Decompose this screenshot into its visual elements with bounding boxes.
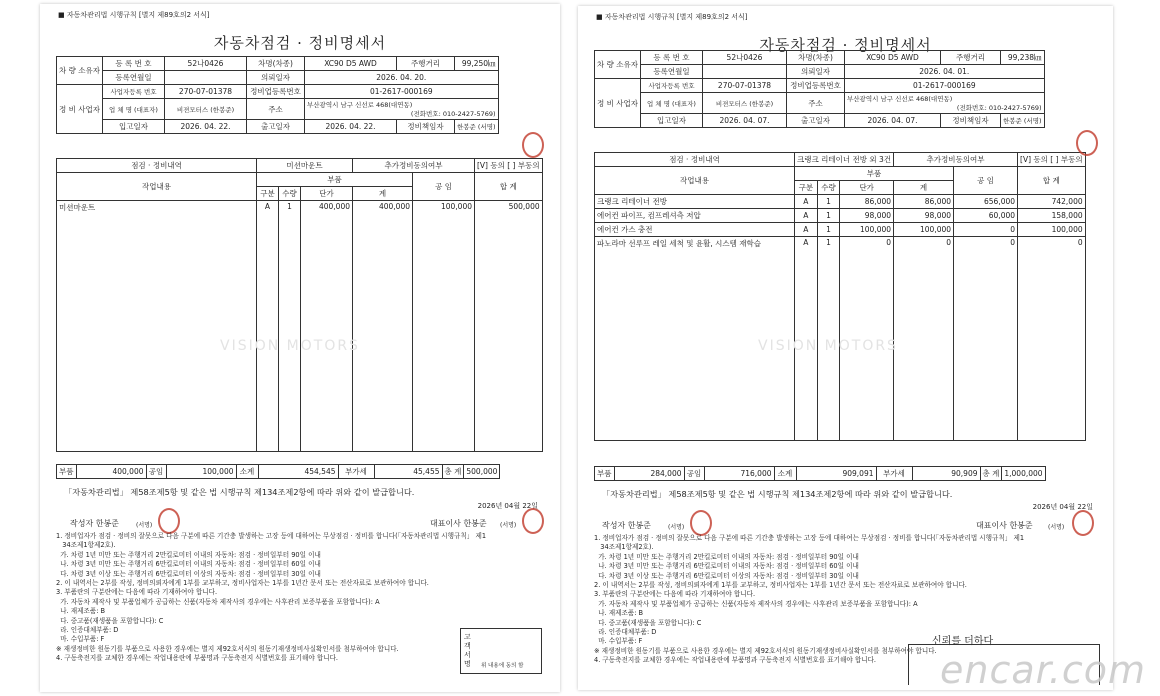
in-date-label: 입고일자 xyxy=(103,120,165,134)
col-unit-header: 단가 xyxy=(840,181,894,195)
note-line: ※ 재생정비한 원동기를 부품으로 사용한 경우에는 별지 제92호서식의 원동기재생정비사실확인서를 첨부하여야 합니다. xyxy=(56,644,399,653)
note-line: 가. 차령 1년 미만 또는 주행거리 2만킬로미터 이내의 자동차: 점검 · 정비일부터 90일 이내 xyxy=(56,550,321,559)
row-sum: 100,000 xyxy=(894,223,954,237)
tot-total-label: 총 계 xyxy=(980,467,1002,481)
col-total-header: 합 계 xyxy=(1018,167,1086,195)
row-work: 에어컨 파이프, 컴프레셔측 저압 xyxy=(595,209,795,223)
ceo-sign-label: (서명) xyxy=(1048,524,1065,531)
address-text: 부산광역시 남구 신선로 468(대연동) xyxy=(847,95,953,103)
writer-name: 작성자 한봉준 xyxy=(602,521,651,530)
consent-no: [ ] 부동의 xyxy=(1050,155,1083,164)
reg-date-label: 등록연월일 xyxy=(641,65,703,79)
trust-slogan: 신뢰를 더하다 xyxy=(932,636,994,647)
row-total: 158,000 xyxy=(1018,209,1086,223)
request-date-label: 의뢰일자 xyxy=(787,65,845,79)
note-line: 1. 정비업자가 점검 · 정비의 잘못으로 다음 구분에 따른 기간충 발생하는 고장 등에 대하여는 무상점검 · 정비를 합니다(「자동차관리법 시행규칙」 제1 xyxy=(594,534,1025,542)
table-row xyxy=(57,201,543,452)
manager-value xyxy=(1001,114,1045,128)
ceo-name: 대표이사 한봉준 xyxy=(430,519,487,528)
tot-parts-label: 부품 xyxy=(595,467,615,481)
issue-date: 2026년 04월 22일 xyxy=(1032,503,1093,511)
ceo-name: 대표이사 한봉준 xyxy=(976,521,1033,530)
tot-sub-value: 909,091 xyxy=(796,467,876,481)
row-unit: 0 xyxy=(840,237,894,441)
note-line: ※ 재생정비한 원동기를 부품으로 사용한 경우에는 별지 제92호서식의 원동기재생정비사실확인서를 첨부하여야 합니다. xyxy=(594,646,937,655)
law-statement: 「자동차관리법」 제58조제5항 및 같은 법 시행규칙 제134조제2항에 따라 위와 같이 발급합니다. xyxy=(602,489,953,499)
ceo-sign-label: (서명) xyxy=(500,522,517,529)
mileage-label: 주행거리 xyxy=(941,51,1001,65)
consent-yes: [V] 동의 xyxy=(1020,155,1048,164)
note-line: 마. 수입부품: F xyxy=(56,635,105,644)
col-parts-header: 부품 xyxy=(257,173,413,187)
col-labor-header: 공 임 xyxy=(413,173,475,201)
shop-reg-value: 01-2617-000169 xyxy=(305,85,499,99)
reg-no-label: 등 록 번 호 xyxy=(103,57,165,71)
col-type-header: 구분 xyxy=(795,181,818,195)
note-line: 라. 인증대체부품: D xyxy=(594,628,657,637)
tot-parts-value: 400,000 xyxy=(76,465,146,479)
row-qty: 1 xyxy=(817,209,840,223)
col-work-header: 작업내용 xyxy=(57,173,257,201)
col-sum-header: 계 xyxy=(353,187,413,201)
company-value: 비젼모터스 (한봉준) xyxy=(165,99,247,120)
owner-label: 차 량 소유자 xyxy=(57,57,103,85)
col-labor-header: 공 임 xyxy=(954,167,1018,195)
note-line: 마. 수입부품: F xyxy=(594,637,643,646)
note-line: 다. 중고품(재생품을 포함합니다): C xyxy=(56,616,164,625)
address-text: 부산광역시 남구 신선로 468(대연동) xyxy=(307,101,413,109)
shop-watermark: VISION MOTORS xyxy=(758,338,898,354)
tot-vat-value: 90,909 xyxy=(912,467,980,481)
inspection-document-right xyxy=(578,6,1113,690)
tot-labor-value: 716,000 xyxy=(704,467,774,481)
note-line: 다. 차령 3년 이상 또는 주행거리 6만킬로미터 이상의 자동차: 점검 · 정비일부터 30일 이내 xyxy=(56,569,321,578)
model-value: XC90 D5 AWD xyxy=(305,57,397,71)
row-work: 크랭크 리테이너 전방 xyxy=(595,195,795,209)
address-value xyxy=(305,99,499,120)
row-type: A xyxy=(795,237,818,441)
table-row xyxy=(595,209,1086,223)
note-line: 다. 차령 3년 이상 또는 주행거리 6만킬로미터 이상의 자동차: 점검 · 정비일부터 30일 이내 xyxy=(594,571,859,580)
manager-name: 한봉준 xyxy=(1003,117,1022,125)
note-line: 3. 부품란의 구분란에는 다음에 따라 기재하여야 합니다. xyxy=(594,590,756,599)
reg-no-value: 52나0426 xyxy=(165,57,247,71)
model-label: 차명(차종) xyxy=(787,51,845,65)
tot-parts-label: 부품 xyxy=(57,465,77,479)
note-line: 4. 구동축전지를 교체한 경우에는 작업내용란에 부품명과 구동축전지 식별번호를 표기해야 합니다. xyxy=(56,654,339,663)
company-value: 비젼모터스 (한봉준) xyxy=(703,93,787,114)
writer-name: 작성자 한봉준 xyxy=(70,519,119,528)
note-line: 나. 차령 3년 미만 또는 주행거리 6만킬로미터 이내의 자동차: 점검 · 정비일부터 60일 이내 xyxy=(594,562,859,571)
ceo-seal xyxy=(1072,510,1094,536)
note-line: 다. 중고품(재생품을 포함합니다): C xyxy=(594,618,702,627)
row-work: 파노라마 선루프 레일 세척 및 윤활, 시스템 재학습 xyxy=(595,237,795,441)
form-reference: ■ 자동차관리법 시행규칙 [별지 제89호의2 서식] xyxy=(596,13,748,21)
row-qty: 1 xyxy=(817,223,840,237)
note-line: 가. 차령 1년 미만 또는 주행거리 2만킬로미터 이내의 자동차: 점검 · 정비일부터 90일 이내 xyxy=(594,552,859,561)
address-label: 주소 xyxy=(247,99,305,120)
out-date-label: 출고일자 xyxy=(787,114,845,128)
totals-table xyxy=(56,464,500,479)
col-total-header: 합 계 xyxy=(475,173,543,201)
col-work-header: 작업내용 xyxy=(595,167,795,195)
owner-label: 차 량 소유자 xyxy=(595,51,641,79)
note-line: 나. 재제조품: B xyxy=(56,607,106,616)
tot-total-value: 1,000,000 xyxy=(1002,467,1045,481)
row-sum: 0 xyxy=(894,237,954,441)
tot-vat-label: 부가세 xyxy=(876,467,912,481)
model-value: XC90 D5 AWD xyxy=(845,51,941,65)
tot-total-value: 500,000 xyxy=(464,465,500,479)
tot-labor-label: 공임 xyxy=(684,467,704,481)
row-labor: 656,000 xyxy=(954,195,1018,209)
model-label: 차명(차종) xyxy=(247,57,305,71)
note-line: 2. 이 내역서는 2부를 작성, 정비의뢰자에게 1부를 교부하고, 정비사업자는 1부를 1년간 문서 또는 전산자료로 보관하여야 합니다. xyxy=(56,579,429,588)
manager-seal xyxy=(1076,130,1098,156)
consent-options xyxy=(475,159,543,173)
note-line: 라. 인증대체부품: D xyxy=(56,626,119,635)
row-labor: 0 xyxy=(954,237,1018,441)
note-line: 3. 부품란의 구분란에는 다음에 따라 기재하여야 합니다. xyxy=(56,588,218,597)
row-work: 미션마운트 xyxy=(57,201,257,452)
tot-labor-value: 100,000 xyxy=(166,465,236,479)
tot-parts-value: 284,000 xyxy=(614,467,684,481)
col-qty-header: 수량 xyxy=(279,187,301,201)
row-type: A xyxy=(795,209,818,223)
note-line: 가. 자동차 제작사 및 부품업체가 공급하는 신품(자동차 제작사의 경우에는 사후관리 보증부품을 포함합니다): A xyxy=(594,599,918,608)
row-unit: 86,000 xyxy=(840,195,894,209)
consent-yes: [V] 동의 xyxy=(477,161,505,170)
consent-no: [ ] 부동의 xyxy=(507,161,540,170)
row-qty: 1 xyxy=(279,201,301,452)
shop-reg-value: 01-2617-000169 xyxy=(845,79,1045,93)
row-unit: 98,000 xyxy=(840,209,894,223)
manager-seal xyxy=(522,132,544,158)
row-qty: 1 xyxy=(817,195,840,209)
shop-reg-label: 정비업등록번호 xyxy=(787,79,845,93)
row-labor: 0 xyxy=(954,223,1018,237)
request-date-value: 2026. 04. 20. xyxy=(305,71,499,85)
mileage-value: 99,238㎞ xyxy=(1001,51,1045,65)
row-work: 에어컨 가스 충전 xyxy=(595,223,795,237)
manager-label: 정비책임자 xyxy=(397,120,455,134)
reg-date-label: 등록연월일 xyxy=(103,71,165,85)
row-labor: 100,000 xyxy=(413,201,475,452)
col-qty-header: 수량 xyxy=(817,181,840,195)
vehicle-info-table xyxy=(594,50,1045,128)
row-sum: 98,000 xyxy=(894,209,954,223)
note-line: 나. 재제조품: B xyxy=(594,609,644,618)
writer-seal xyxy=(158,508,180,534)
biz-reg-value: 270-07-01378 xyxy=(703,79,787,93)
vehicle-info-table xyxy=(56,56,499,134)
address-value xyxy=(845,93,1045,114)
document-title: 자동차점검 · 정비명세서 xyxy=(213,34,387,52)
shop-label: 정 비 사업자 xyxy=(57,85,103,134)
out-date-value: 2026. 04. 07. xyxy=(845,114,941,128)
row-total: 100,000 xyxy=(1018,223,1086,237)
law-statement: 「자동차관리법」 제58조제5항 및 같은 법 시행규칙 제134조제2항에 따라 위와 같이 발급합니다. xyxy=(64,487,415,497)
table-row xyxy=(595,223,1086,237)
row-total: 0 xyxy=(1018,237,1086,441)
col-parts-header: 부품 xyxy=(795,167,954,181)
reg-no-value: 52나0426 xyxy=(703,51,787,65)
row-total: 500,000 xyxy=(475,201,543,452)
manager-sign: (서명) xyxy=(477,123,496,131)
document-title: 자동차점검 · 정비명세서 xyxy=(759,36,932,54)
note-line: 1. 정비업자가 점검 · 정비의 잘못으로 다음 구분에 따른 기간충 발생하는 고장 등에 대하여는 무상점검 · 정비를 합니다(「자동차관리법 시행규칙」 제1 xyxy=(56,532,487,540)
tot-total-label: 총 계 xyxy=(442,465,464,479)
consent-label: 추가정비동의여부 xyxy=(353,159,475,173)
work-table xyxy=(56,158,543,452)
note-line: 2. 이 내역서는 2부를 작성, 정비의뢰자에게 1부를 교부하고, 정비사업자는 1부를 1년간 문서 또는 전산자료로 보관하여야 합니다. xyxy=(594,581,967,590)
row-total: 742,000 xyxy=(1018,195,1086,209)
row-qty: 1 xyxy=(817,237,840,441)
customer-sign-box xyxy=(460,628,542,674)
table-row xyxy=(595,195,1086,209)
note-line: 나. 차령 3년 미만 또는 주행거리 6만킬로미터 이내의 자동차: 점검 · 정비일부터 60일 이내 xyxy=(56,560,321,569)
col-sum-header: 계 xyxy=(894,181,954,195)
row-type: A xyxy=(795,223,818,237)
tot-sub-value: 454,545 xyxy=(258,465,338,479)
note-line: 34조제1항제2호). xyxy=(56,541,116,550)
row-labor: 60,000 xyxy=(954,209,1018,223)
company-label: 업 체 명 (대표자) xyxy=(103,99,165,120)
col-type-header: 구분 xyxy=(257,187,279,201)
row-type: A xyxy=(257,201,279,452)
biz-reg-label: 사업자등록 번호 xyxy=(641,79,703,93)
row-sum: 86,000 xyxy=(894,195,954,209)
totals-table xyxy=(594,466,1046,481)
form-reference: ■ 자동차관리법 시행규칙 [별지 제89호의2 서식] xyxy=(58,11,210,19)
writer-seal xyxy=(690,510,712,536)
writer-sign-label: (서명) xyxy=(136,522,153,529)
in-date-value: 2026. 04. 07. xyxy=(703,114,787,128)
consent-label: 추가정비동의여부 xyxy=(894,153,1018,167)
reg-date-value xyxy=(165,71,247,85)
inspection-document-left xyxy=(40,4,560,692)
manager-label: 정비책임자 xyxy=(941,114,1001,128)
mileage-label: 주행거리 xyxy=(397,57,455,71)
tot-sub-label: 소계 xyxy=(236,465,258,479)
customer-sign-label: 고객서명 xyxy=(464,633,471,668)
consent-options xyxy=(1018,153,1086,167)
out-date-value: 2026. 04. 22. xyxy=(305,120,397,134)
request-date-label: 의뢰일자 xyxy=(247,71,305,85)
work-label: 점검 · 정비내역 xyxy=(595,153,795,167)
address-label: 주소 xyxy=(787,93,845,114)
work-summary: 미션마운트 xyxy=(257,159,353,173)
company-label: 업 체 명 (대표자) xyxy=(641,93,703,114)
col-unit-header: 단가 xyxy=(301,187,353,201)
customer-consent-text: 위 내용에 동의 함 xyxy=(481,663,524,669)
manager-sign: (서명) xyxy=(1023,117,1042,125)
in-date-value: 2026. 04. 22. xyxy=(165,120,247,134)
row-unit: 100,000 xyxy=(840,223,894,237)
phone-number: (전화번호: 010-2427-5769) xyxy=(956,104,1042,112)
ceo-seal xyxy=(522,508,544,534)
reg-no-label: 등 록 번 호 xyxy=(641,51,703,65)
tot-sub-label: 소계 xyxy=(774,467,796,481)
work-label: 점검 · 정비내역 xyxy=(57,159,257,173)
note-line: 4. 구동축전지를 교체한 경우에는 작업내용란에 부품명과 구동축전지 식별번호를 표기해야 합니다. xyxy=(594,656,877,665)
phone-number: (전화번호: 010-2427-5769) xyxy=(410,110,496,118)
row-unit: 400,000 xyxy=(301,201,353,452)
biz-reg-value: 270-07-01378 xyxy=(165,85,247,99)
shop-label: 정 비 사업자 xyxy=(595,79,641,128)
work-summary: 크랭크 리테이너 전방 외 3건 xyxy=(795,153,894,167)
issue-date: 2026년 04월 22일 xyxy=(477,502,538,510)
manager-name: 한봉준 xyxy=(457,123,476,131)
biz-reg-label: 사업자등록 번호 xyxy=(103,85,165,99)
request-date-value: 2026. 04. 01. xyxy=(845,65,1045,79)
encar-watermark: encar.com xyxy=(939,648,1146,692)
row-type: A xyxy=(795,195,818,209)
row-sum: 400,000 xyxy=(353,201,413,452)
in-date-label: 입고일자 xyxy=(641,114,703,128)
shop-reg-label: 정비업등록번호 xyxy=(247,85,305,99)
tot-vat-label: 부가세 xyxy=(338,465,374,479)
tot-labor-label: 공임 xyxy=(146,465,166,479)
note-line: 가. 자동차 제작사 및 부품업체가 공급하는 신품(자동차 제작사의 경우에는 사후관리 보증부품을 포함합니다): A xyxy=(56,597,380,606)
writer-sign-label: (서명) xyxy=(668,524,685,531)
manager-value xyxy=(455,120,499,134)
note-line: 34조제1항제2호). xyxy=(594,543,654,552)
tot-vat-value: 45,455 xyxy=(374,465,442,479)
reg-date-value xyxy=(703,65,787,79)
shop-watermark: VISION MOTORS xyxy=(220,338,360,354)
out-date-label: 출고일자 xyxy=(247,120,305,134)
mileage-value: 99,250㎞ xyxy=(455,57,499,71)
work-table xyxy=(594,152,1086,441)
